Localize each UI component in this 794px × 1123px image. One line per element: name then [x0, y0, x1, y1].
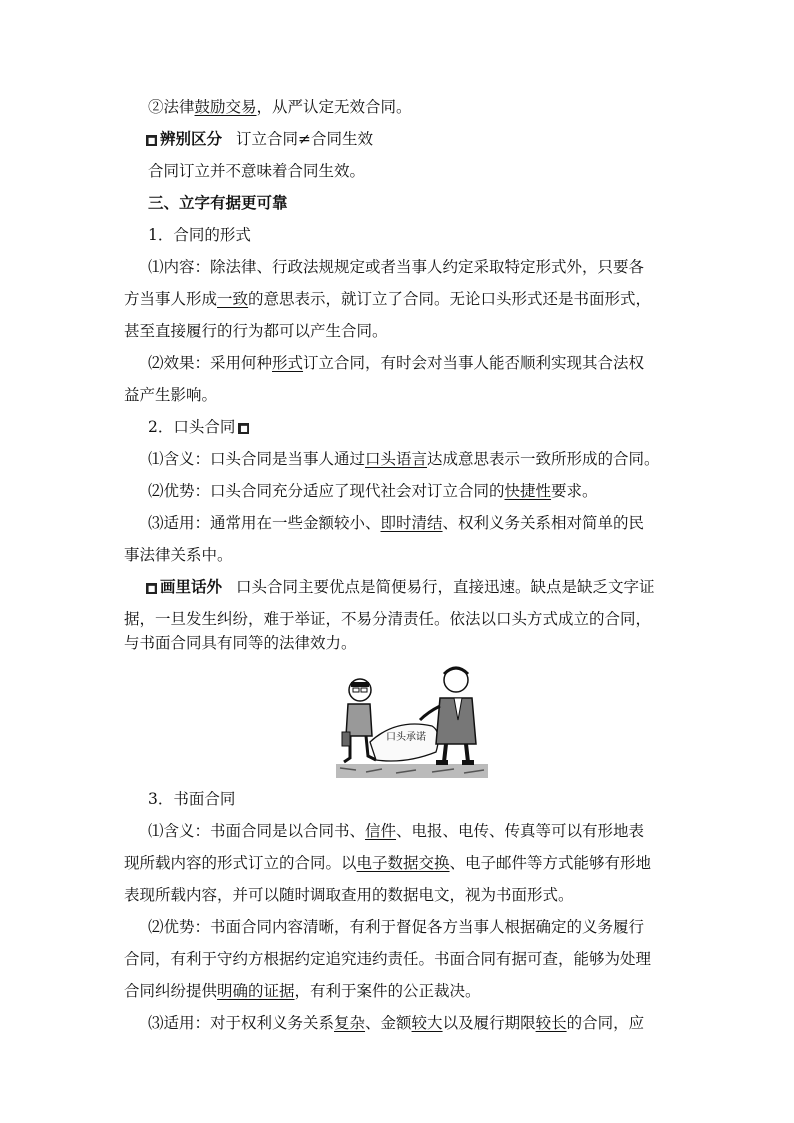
text-line: 现所载内容的形式订立的合同。以电子数据交换、电子邮件等方式能够有形地 — [124, 854, 652, 872]
sub-heading: 2．口头合同 ■ — [148, 418, 248, 436]
text-line: ⑵优势：书面合同内容清晰，有利于督促各方当事人根据确定的义务履行 — [148, 918, 645, 936]
text-line: 甚至直接履行的行为都可以产生合同。 — [124, 322, 388, 340]
text-line: ⑶适用：对于权利义务关系复杂、金额较大以及履行期限较长的合同，应 — [148, 1014, 645, 1032]
text-line: 事法律关系中。 — [124, 546, 233, 564]
text-line: ⑶适用：通常用在一些金额较小、即时清结、权利义务关系相对简单的民 — [148, 514, 645, 532]
text-line: ⑵优势：口头合同充分适应了现代社会对订立合同的快捷性要求。 — [148, 482, 598, 500]
tip-line: ■ 画里话外 口头合同主要优点是简便易行，直接迅速。缺点是缺乏文字证 — [147, 577, 655, 596]
text-line: ⑵效果：采用何种形式订立合同，有时会对当事人能否顺利实现其合法权 — [148, 354, 645, 372]
sub-heading: 3．书面合同 — [148, 790, 236, 808]
text-line: ⑴含义：书面合同是以合同书、信件、电报、电传、传真等可以有形地表 — [148, 822, 645, 840]
text-line: 益产生影响。 — [124, 386, 218, 404]
text-line: 据，一旦发生纠纷，难于举证，不易分清责任。依法以口头方式成立的合同， — [124, 610, 652, 628]
note-tag-icon: ■ — [147, 136, 156, 145]
text-line: 合同，有利于守约方根据约定追究违约责任。书面合同有据可查，能够为处理 — [124, 950, 652, 968]
note-tag-icon: ■ — [147, 584, 156, 593]
text-line: 表现所载内容，并可以随时调取查用的数据电文，视为书面形式。 — [124, 886, 574, 904]
text-line: 方当事人形成一致的意思表示，就订立了合同。无论口头形式还是书面形式， — [124, 290, 652, 308]
text-line: 合同纠纷提供明确的证据，有利于案件的公正裁决。 — [124, 982, 481, 1000]
illustration-label: 口头承诺 — [386, 732, 426, 743]
tip-label: 画里话外 — [160, 577, 223, 596]
tip-line: ■ 辨别区分 订立合同≠合同生效 — [147, 129, 374, 148]
handshake-cartoon-icon — [336, 660, 488, 778]
tip-label: 辨别区分 — [160, 129, 223, 148]
note-tag-icon: ■ — [240, 424, 248, 433]
text-line: ⑴含义：口头合同是当事人通过口头语言达成意思表示一致所形成的合同。 — [148, 450, 660, 468]
text-line: 与书面合同具有同等的法律效力。 — [124, 634, 357, 652]
section-heading: 三、立字有据更可靠 — [148, 193, 288, 212]
text-line: ②法律鼓励交易，从严认定无效合同。 — [148, 98, 412, 116]
sub-heading: 1．合同的形式 — [148, 226, 251, 244]
text-line: ⑴内容：除法律、行政法规规定或者当事人约定采取特定形式外，只要各 — [148, 258, 645, 276]
cartoon-illustration — [336, 660, 488, 778]
text-line: 合同订立并不意味着合同生效。 — [148, 162, 366, 180]
